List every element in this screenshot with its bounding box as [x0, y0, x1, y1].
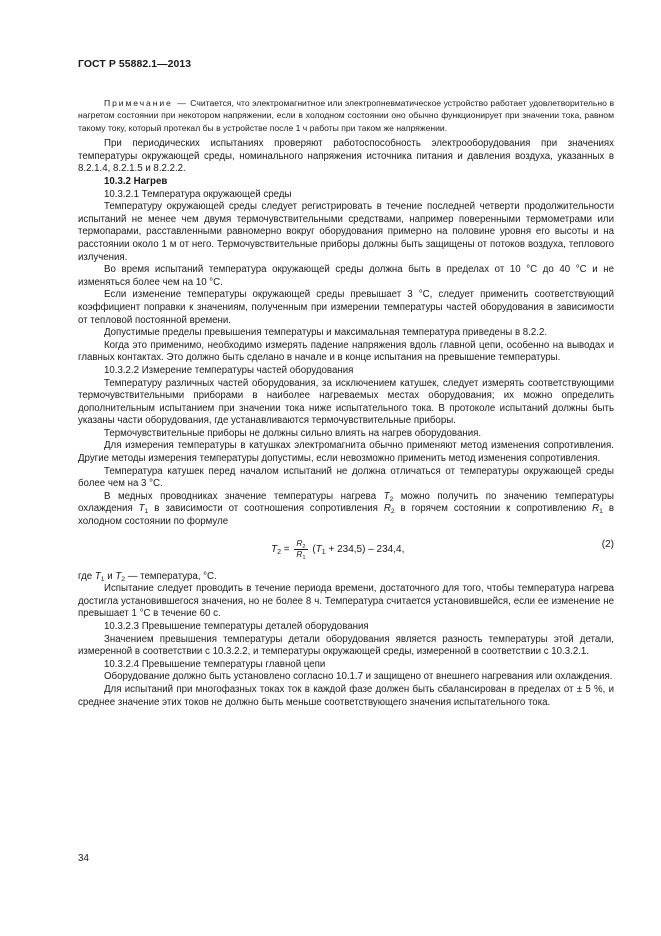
- note: [78, 97, 614, 134]
- paragraph-ambient-temperature: Температуру окружающей среды следует регистрировать в течение последней четверти продолжительности испытаний не менее чем двумя термочувствительными средствами, например поверенными термометрами или термопарами, расставленными равномерно вокруг оборудования примерно на половине уровня его высоты и на расстоянии около 1 м от него. Термочувствительные приборы должны быть защищены от потоков воздуха, теплового излучения.: [78, 201, 614, 263]
- formula-2: [78, 533, 614, 569]
- document-page: [78, 0, 614, 936]
- section-heading-10-3-2: 10.3.2 Нагрев: [104, 176, 168, 187]
- paragraph-test-duration: Испытание следует проводить в течение периода времени, достаточного для того, чтобы температура нагрева достигла установившегося значения, но не более 8 ч. Температура считается установившейся, если ее изменение не превышает 1 °С в течение 60 с.: [78, 583, 614, 620]
- document-header: ГОСТ Р 55882.1—2013: [78, 59, 192, 70]
- symbol-r2: R: [383, 503, 391, 515]
- paragraph-sensor-influence: Термочувствительные приборы не должны сильно влиять на нагрев оборудования.: [104, 427, 482, 439]
- paragraph-temperature-rise-definition: Значением превышения температуры детали оборудования является разность температуры этой детали, измеренной в соответствии с 10.3.2.2, и температуры окружающей среды, измеренной в соответствии с 10.3.2.1.: [78, 633, 614, 658]
- formula-fraction: $\frac{R_2}{R_1}$: [296, 538, 306, 561]
- paragraph-coil-initial-temperature: Температура катушек перед началом испытаний не должна отличаться от температуры окружающей среды более чем на 3 °С.: [78, 465, 614, 490]
- paragraph-temperature-limits: Во время испытаний температура окружающей среды должна быть в пределах от 10 °С до 40 °С и не изменяться более чем на 10 °С.: [78, 264, 614, 288]
- symbol-t2: T: [383, 490, 390, 502]
- section-heading-10-3-2-3: 10.3.2.3 Превышение температуры деталей оборудования: [104, 621, 369, 632]
- note-label: Примечание —: [104, 98, 188, 108]
- formula-expression: $T_2$ = $\frac{R_2}{R_1}$ $(T_1 + 234,5) - 234,4$,: [271, 538, 405, 561]
- section-heading-10-3-2-2: 10.3.2.2 Измерение температуры частей оборудования: [104, 364, 354, 376]
- paragraph-equipment-installation: Оборудование должно быть установлено согласно 10.1.7 и защищено от внешнего нагревания или охлаждения.: [104, 671, 613, 683]
- paragraph-periodic-tests: При периодических испытаниях проверяют работоспособность электрооборудования при значениях температуры окружающей среды, номинального напряжения источника питания и давления воздуха, указанных в 8.2.1.4, 8.2.1.5 и 8.2.2.2.: [78, 138, 614, 175]
- note-text: Считается, что электромагнитное или электропневматическое устройство работает удовлетворительно в нагретом состоянии при некотором напряжении, если в холодном состоянии оно обычно функционирует при значении тока, равном такому току, который протекал бы в устройстве после 1 ч работы при таком же напряжении.: [78, 98, 615, 133]
- formula-number: (2): [601, 538, 614, 550]
- paragraph-coil-resistance-method: Для измерения температуры в катушках электромагнита обычно применяют метод изменения сопротивления. Другие методы измерения температуры допустимы, если невозможно применить метод изменения сопротивления.: [78, 440, 614, 465]
- paragraph-multiphase-current: Для испытаний при многофазных токах ток в каждой фазе должен быть сбалансирован в пределах от ± 5 %, и среднее значение этих токов не должно быть меньше соответствующего значения испытательного тока.: [78, 683, 614, 708]
- document-body: [78, 97, 614, 709]
- symbol-r1: R: [592, 503, 600, 515]
- paragraph-correction-factor: Если изменение температуры окружающей среды превышает 3 °С, следует применить соответствующий коэффициент поправки к значениям, полученным при измерении температуры частей оборудования в зависимости от тепловой постоянной времени.: [78, 289, 614, 326]
- page-number: 34: [78, 853, 89, 864]
- paragraph-permissible-limits: Допустимые пределы превышения температуры и максимальная температура приведены в 8.2.2.: [104, 327, 548, 339]
- paragraph-where: где $T_1$ и $T_2$ — температура, °С.: [78, 570, 217, 583]
- symbol-t1: T: [138, 503, 145, 515]
- paragraph-parts-measurement: Температуру различных частей оборудования, за исключением катушек, следует измерять соответствующими термочувствительными приборами в наиболее нагреваемых местах оборудования; их можно определить дополнительным испытанием при значении тока ниже испытательного тока. В протоколе испытаний должны быть указаны части оборудования, где устанавливаются термочувствительные приборы.: [78, 377, 614, 427]
- paragraph-voltage-drop: Когда это применимо, необходимо измерять падение напряжения вдоль главной цепи, особенно на выводах и главных контактах. Это должно быть сделано в начале и в конце испытания на превышение температуры.: [78, 339, 614, 364]
- paragraph-copper-formula-intro: В медных проводниках значение температуры нагрева $T_2$ можно получить по значению температуры охлаждения $T_1$ в зависимости от соотношения сопротивления $R_2$ в горячем состоянии к сопротивлению $R_1$ в холодном состоянии по формуле: [78, 490, 615, 528]
- section-heading-10-3-2-4: 10.3.2.4 Превышение температуры главной цепи: [104, 658, 326, 670]
- section-heading-10-3-2-1: 10.3.2.1 Температура окружающей среды: [104, 188, 292, 200]
